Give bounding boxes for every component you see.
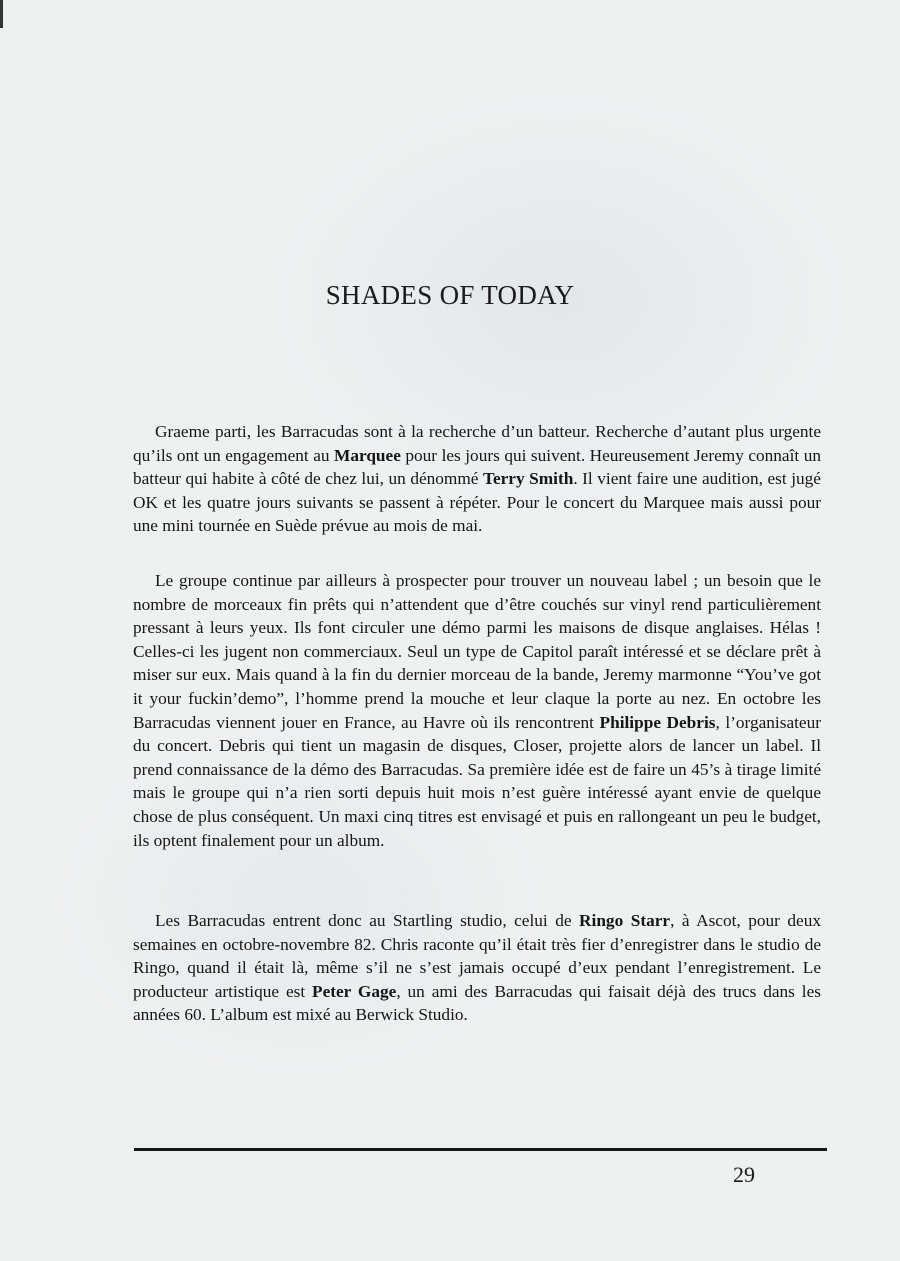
- bold-name: Philippe Debris: [599, 712, 716, 732]
- body-text: [133, 420, 821, 1027]
- text-run: Graeme parti, les Barracudas sont à la recherche d’un batteur. Recherche d’autant plus urgente qu’ils ont un engagement au: [133, 422, 821, 465]
- paragraph: [133, 569, 821, 852]
- bold-name: Peter Gage: [312, 981, 397, 1001]
- text-run: , un ami des Barracudas qui faisait déjà des trucs dans les années 60. L’album est mixé au Berwick Studio.: [133, 981, 821, 1025]
- page-title: SHADES OF TODAY: [325, 280, 575, 310]
- scan-edge-mark: [0, 0, 3, 28]
- text-run: , à Ascot, pour deux semaines en octobre-novembre 82. Chris raconte qu’il était très fier d’enregistrer dans le studio de Ringo, quand il était là, même s’il ne s’est jamais occupé d’eux pendant l’enregistrement. Le producteur artistique est: [133, 911, 821, 1001]
- footer-rule: [134, 1148, 827, 1151]
- bold-name: Ringo Starr: [579, 911, 671, 931]
- paragraph: [133, 909, 821, 1027]
- page-number: 29: [733, 1162, 755, 1187]
- text-run: pour les jours qui suivent. Heureusement Jeremy connaît un batteur qui habite à côté de chez lui, un dénommé: [133, 445, 821, 489]
- text-run: , l’organisateur du concert. Debris qui tient un magasin de disques, Closer, projette alors de lancer un label. Il prend connaissance de la démo des Barracudas. Sa première idée est de faire un 45’s à tirage limité mais le groupe qui n’a rien sorti depuis huit mois n’est guère intéressé ayant envie de quelque chose de plus conséquent. Un maxi cinq titres est envisagé et puis en rallongeant un peu le budget, ils optent finalement pour un album.: [133, 712, 821, 850]
- bold-name: Marquee: [334, 445, 401, 465]
- paragraph: [133, 420, 821, 538]
- text-run: Les Barracudas entrent donc au Startling studio, celui de: [155, 911, 580, 931]
- bold-name: Terry Smith: [483, 469, 574, 489]
- text-run: . Il vient faire une audition, est jugé OK et les quatre jours suivants se passent à répéter. Pour le concert du Marquee mais aussi pour une mini tournée en Suède prévue au mois de mai.: [133, 469, 821, 536]
- text-run: Le groupe continue par ailleurs à prospecter pour trouver un nouveau label ; un besoin que le nombre de morceaux fin prêts qui n’attendent que d’être couchés sur vinyl rend particulièrement pressant à leurs yeux. Ils font circuler une démo parmi les maisons de disque anglaises. Hélas ! Celles-ci les jugent non commerciaux. Seul un type de Capitol paraît intéressé et se déclare prêt à miser sur eux. Mais quand à la fin du dernier morceau de la bande, Jeremy marmonne “You’ve got it your fuckin’demo”, l’homme prend la mouche et leur claque la porte au nez. En octobre les Barracudas viennent jouer en France, au Havre où ils rencontrent: [133, 570, 821, 732]
